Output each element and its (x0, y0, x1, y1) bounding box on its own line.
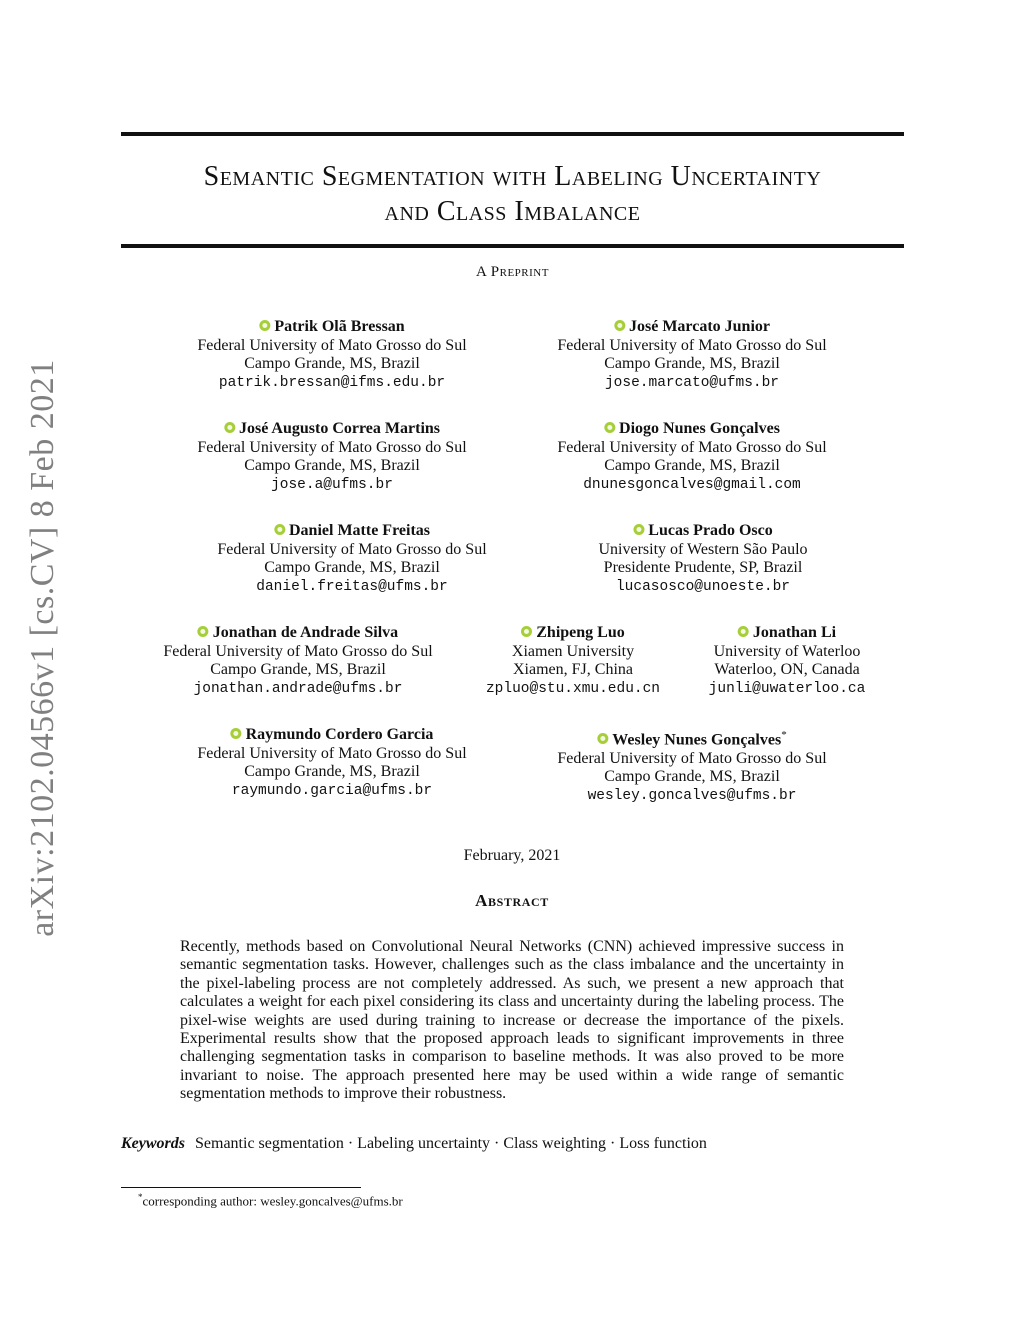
author-affiliation: Federal University of Mato Grosso do Sul (197, 744, 467, 762)
author-card (598, 522, 807, 596)
author-location: Waterloo, ON, Canada (714, 661, 860, 678)
orcid-icon[interactable] (224, 422, 235, 433)
author-email[interactable]: jose.marcato@ufms.br (604, 374, 780, 391)
author-email[interactable]: dnunesgoncalves@gmail.com (583, 476, 801, 493)
author-email[interactable]: patrik.bressan@ifms.edu.br (218, 374, 446, 391)
author-email[interactable]: zpluo@stu.xmu.edu.cn (485, 680, 661, 697)
orcid-icon[interactable] (198, 626, 209, 637)
orcid-icon[interactable] (614, 320, 625, 331)
author-name: Patrik Olã Bressan (274, 318, 405, 335)
author-card (163, 624, 432, 698)
abstract-text: Recently, methods based on Convolutional Neural Networks (CNN) achieved impressive success in semantic segmentation tasks. However, challenges such as the class imbalance and the uncertainty in the pixel-labeling process are not completely addressed. As such, we present a new approach that calculates a weight for each pixel considering its class and uncertainty during the labeling process. The pixel-wise weights are used during training to increase or decrease the importance of the pixels. Experimental results show that the proposed approach leads to significant improvements in three challenging segmentation tasks in comparison to baseline methods. It was also proved to be more invariant to noise. The approach presented here may be used within a wide range of semantic segmentation methods to improve their robustness. (180, 938, 844, 1103)
corresponding-author-mark: * (781, 729, 787, 741)
orcid-icon[interactable] (633, 524, 644, 535)
orcid-icon[interactable] (231, 728, 242, 739)
author-card (217, 522, 486, 596)
author-affiliation: Federal University of Mato Grosso do Sul (163, 642, 433, 660)
author-location: Campo Grande, MS, Brazil (244, 457, 420, 474)
author-name: Wesley Nunes Gonçalves (612, 731, 782, 749)
author-affiliation: Federal University of Mato Grosso do Sul (557, 336, 827, 354)
orcid-icon[interactable] (604, 422, 615, 433)
author-affiliation: Federal University of Mato Grosso do Sul (557, 438, 827, 456)
author-name: Raymundo Cordero Garcia (245, 726, 434, 743)
author-card (197, 726, 466, 800)
footnote-mark: * (138, 1192, 143, 1202)
author-name: Diogo Nunes Gonçalves (619, 420, 780, 437)
keywords-line (121, 1135, 707, 1153)
preprint-label: A Preprint (476, 264, 549, 280)
author-name: Jonathan Li (752, 624, 837, 641)
paper-title-line-2: and Class Imbalance (384, 196, 641, 227)
author-affiliation: University of Waterloo (713, 642, 861, 660)
orcid-icon[interactable] (521, 626, 532, 637)
author-affiliation: Xiamen University (511, 642, 635, 660)
author-location: Presidente Prudente, SP, Brazil (603, 559, 803, 576)
author-email[interactable]: jose.a@ufms.br (271, 476, 393, 493)
keywords-list: Semantic segmentation · Labeling uncertainty · Class weighting · Loss function (195, 1135, 707, 1152)
author-location: Campo Grande, MS, Brazil (210, 661, 386, 678)
author-location: Campo Grande, MS, Brazil (264, 559, 440, 576)
keywords-label: Keywords (121, 1135, 185, 1152)
author-affiliation: Federal University of Mato Grosso do Sul (197, 336, 467, 354)
author-location: Campo Grande, MS, Brazil (604, 457, 780, 474)
orcid-icon[interactable] (259, 320, 270, 331)
author-affiliation: Federal University of Mato Grosso do Sul (217, 540, 487, 558)
author-email[interactable]: daniel.freitas@ufms.br (256, 578, 448, 595)
author-card (486, 624, 660, 698)
author-name: Jonathan de Andrade Silva (212, 624, 399, 641)
author-location: Campo Grande, MS, Brazil (604, 768, 780, 786)
author-email[interactable]: junli@uwaterloo.ca (708, 680, 866, 697)
title-top-rule (121, 132, 904, 136)
author-card (709, 624, 866, 698)
author-card (557, 420, 826, 494)
author-card (557, 726, 826, 805)
author-affiliation: Federal University of Mato Grosso do Sul (557, 749, 827, 767)
author-affiliation: University of Western São Paulo (598, 540, 808, 558)
author-name: José Marcato Junior (628, 318, 770, 335)
orcid-icon[interactable] (738, 626, 749, 637)
paper-title-line-1: Semantic Segmentation with Labeling Uncertainty (203, 161, 822, 192)
author-name: José Augusto Correa Martins (238, 420, 441, 437)
orcid-icon[interactable] (274, 524, 285, 535)
publication-date: February, 2021 (463, 847, 561, 864)
author-location: Campo Grande, MS, Brazil (604, 355, 780, 372)
arxiv-watermark: arXiv:2102.04566v1 [cs.CV] 8 Feb 2021 (24, 359, 61, 937)
author-location: Campo Grande, MS, Brazil (244, 763, 420, 780)
author-email[interactable]: lucasosco@unoeste.br (615, 578, 791, 595)
footnote (138, 1192, 403, 1209)
footnote-rule (121, 1187, 361, 1188)
abstract-heading: Abstract (475, 891, 549, 910)
author-card (197, 318, 466, 392)
author-email[interactable]: jonathan.andrade@ufms.br (193, 680, 403, 697)
author-email[interactable]: wesley.goncalves@ufms.br (587, 787, 797, 804)
orcid-icon[interactable] (597, 733, 608, 744)
author-email[interactable]: raymundo.garcia@ufms.br (231, 782, 433, 799)
author-card (557, 318, 826, 392)
author-card (197, 420, 466, 494)
author-affiliation: Federal University of Mato Grosso do Sul (197, 438, 467, 456)
author-location: Xiamen, FJ, China (513, 661, 633, 678)
footnote-text: corresponding author: wesley.goncalves@ufms.br (142, 1193, 403, 1209)
author-name: Daniel Matte Freitas (289, 522, 430, 539)
title-bottom-rule (121, 244, 904, 248)
author-location: Campo Grande, MS, Brazil (244, 355, 420, 372)
author-name: Zhipeng Luo (536, 624, 625, 641)
author-name: Lucas Prado Osco (648, 522, 773, 539)
